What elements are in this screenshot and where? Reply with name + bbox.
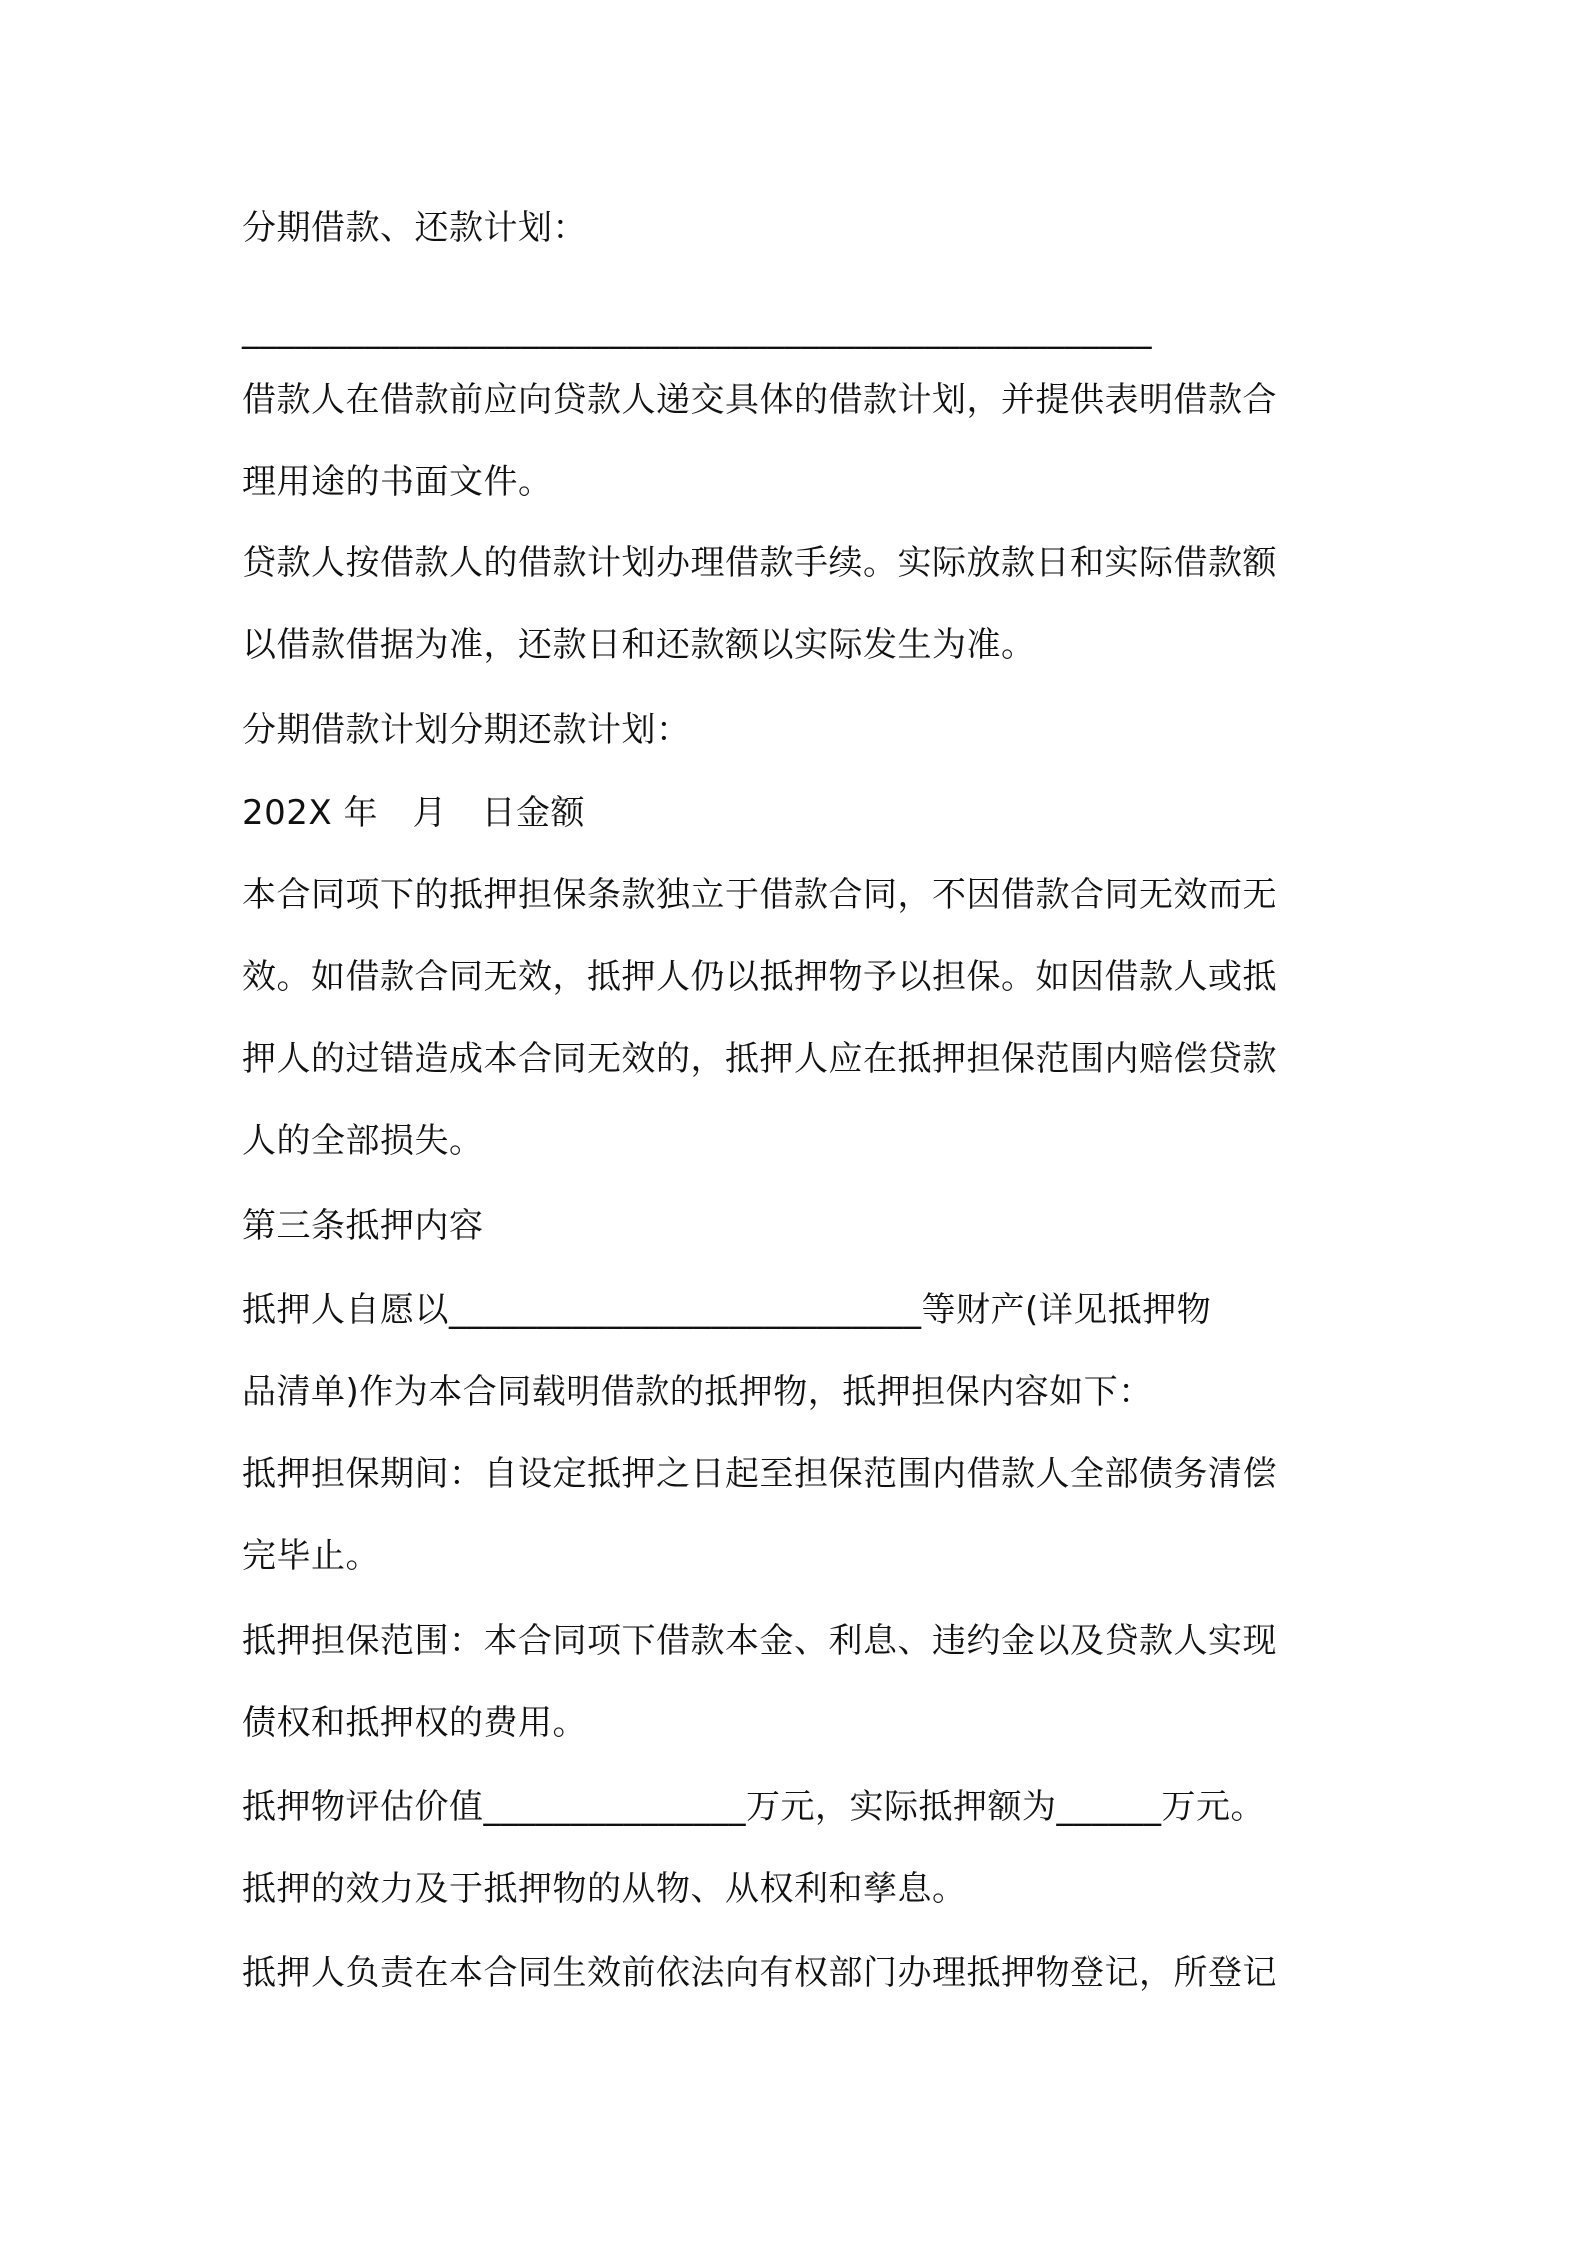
- text-line-7: 分期借款计划分期还款计划：: [242, 710, 691, 750]
- text-line-4: 理用途的书面文件。: [242, 462, 553, 502]
- text-line-19: 债权和抵押权的费用。: [242, 1703, 587, 1743]
- date-amount-line: 202X 年 月 日金额: [242, 793, 585, 833]
- text-line-11: 押人的过错造成本合同无效的，抵押人应在抵押担保范围内赔偿贷款: [242, 1039, 1277, 1079]
- text-line-6: 以借款借据为准，还款日和还款额以实际发生为准。: [242, 625, 1036, 665]
- text-line-18: 抵押担保范围：本合同项下借款本金、利息、违约金以及贷款人实现: [242, 1621, 1277, 1661]
- text-line-1: 分期借款、还款计划：: [242, 208, 587, 248]
- text-line-3: 借款人在借款前应向贷款人递交具体的借款计划，并提供表明借款合: [242, 380, 1277, 420]
- text-line-21: 抵押的效力及于抵押物的从物、从权利和孳息。: [242, 1869, 967, 1909]
- text-line-16: 抵押担保期间：自设定抵押之日起至担保范围内借款人全部债务清偿: [242, 1454, 1277, 1494]
- blank-fill-line: ____________________________________________________: [242, 310, 1152, 350]
- text-line-14: 抵押人自愿以___________________________等财产(详见抵押物: [242, 1290, 1212, 1330]
- text-line-12: 人的全部损失。: [242, 1121, 484, 1161]
- text-line-5: 贷款人按借款人的借款计划办理借款手续。实际放款日和实际借款额: [242, 543, 1277, 583]
- text-line-22: 抵押人负责在本合同生效前依法向有权部门办理抵押物登记，所登记: [242, 1953, 1277, 1993]
- text-line-17: 完毕止。: [242, 1536, 380, 1576]
- text-line-9: 本合同项下的抵押担保条款独立于借款合同，不因借款合同无效而无: [242, 875, 1277, 915]
- section-heading: 第三条抵押内容: [242, 1206, 484, 1246]
- text-line-10: 效。如借款合同无效，抵押人仍以抵押物予以担保。如因借款人或抵: [242, 957, 1277, 997]
- text-line-15: 品清单)作为本合同载明借款的抵押物，抵押担保内容如下：: [242, 1372, 1153, 1412]
- text-line-20: 抵押物评估价值_______________万元，实际抵押额为______万元。: [242, 1787, 1265, 1827]
